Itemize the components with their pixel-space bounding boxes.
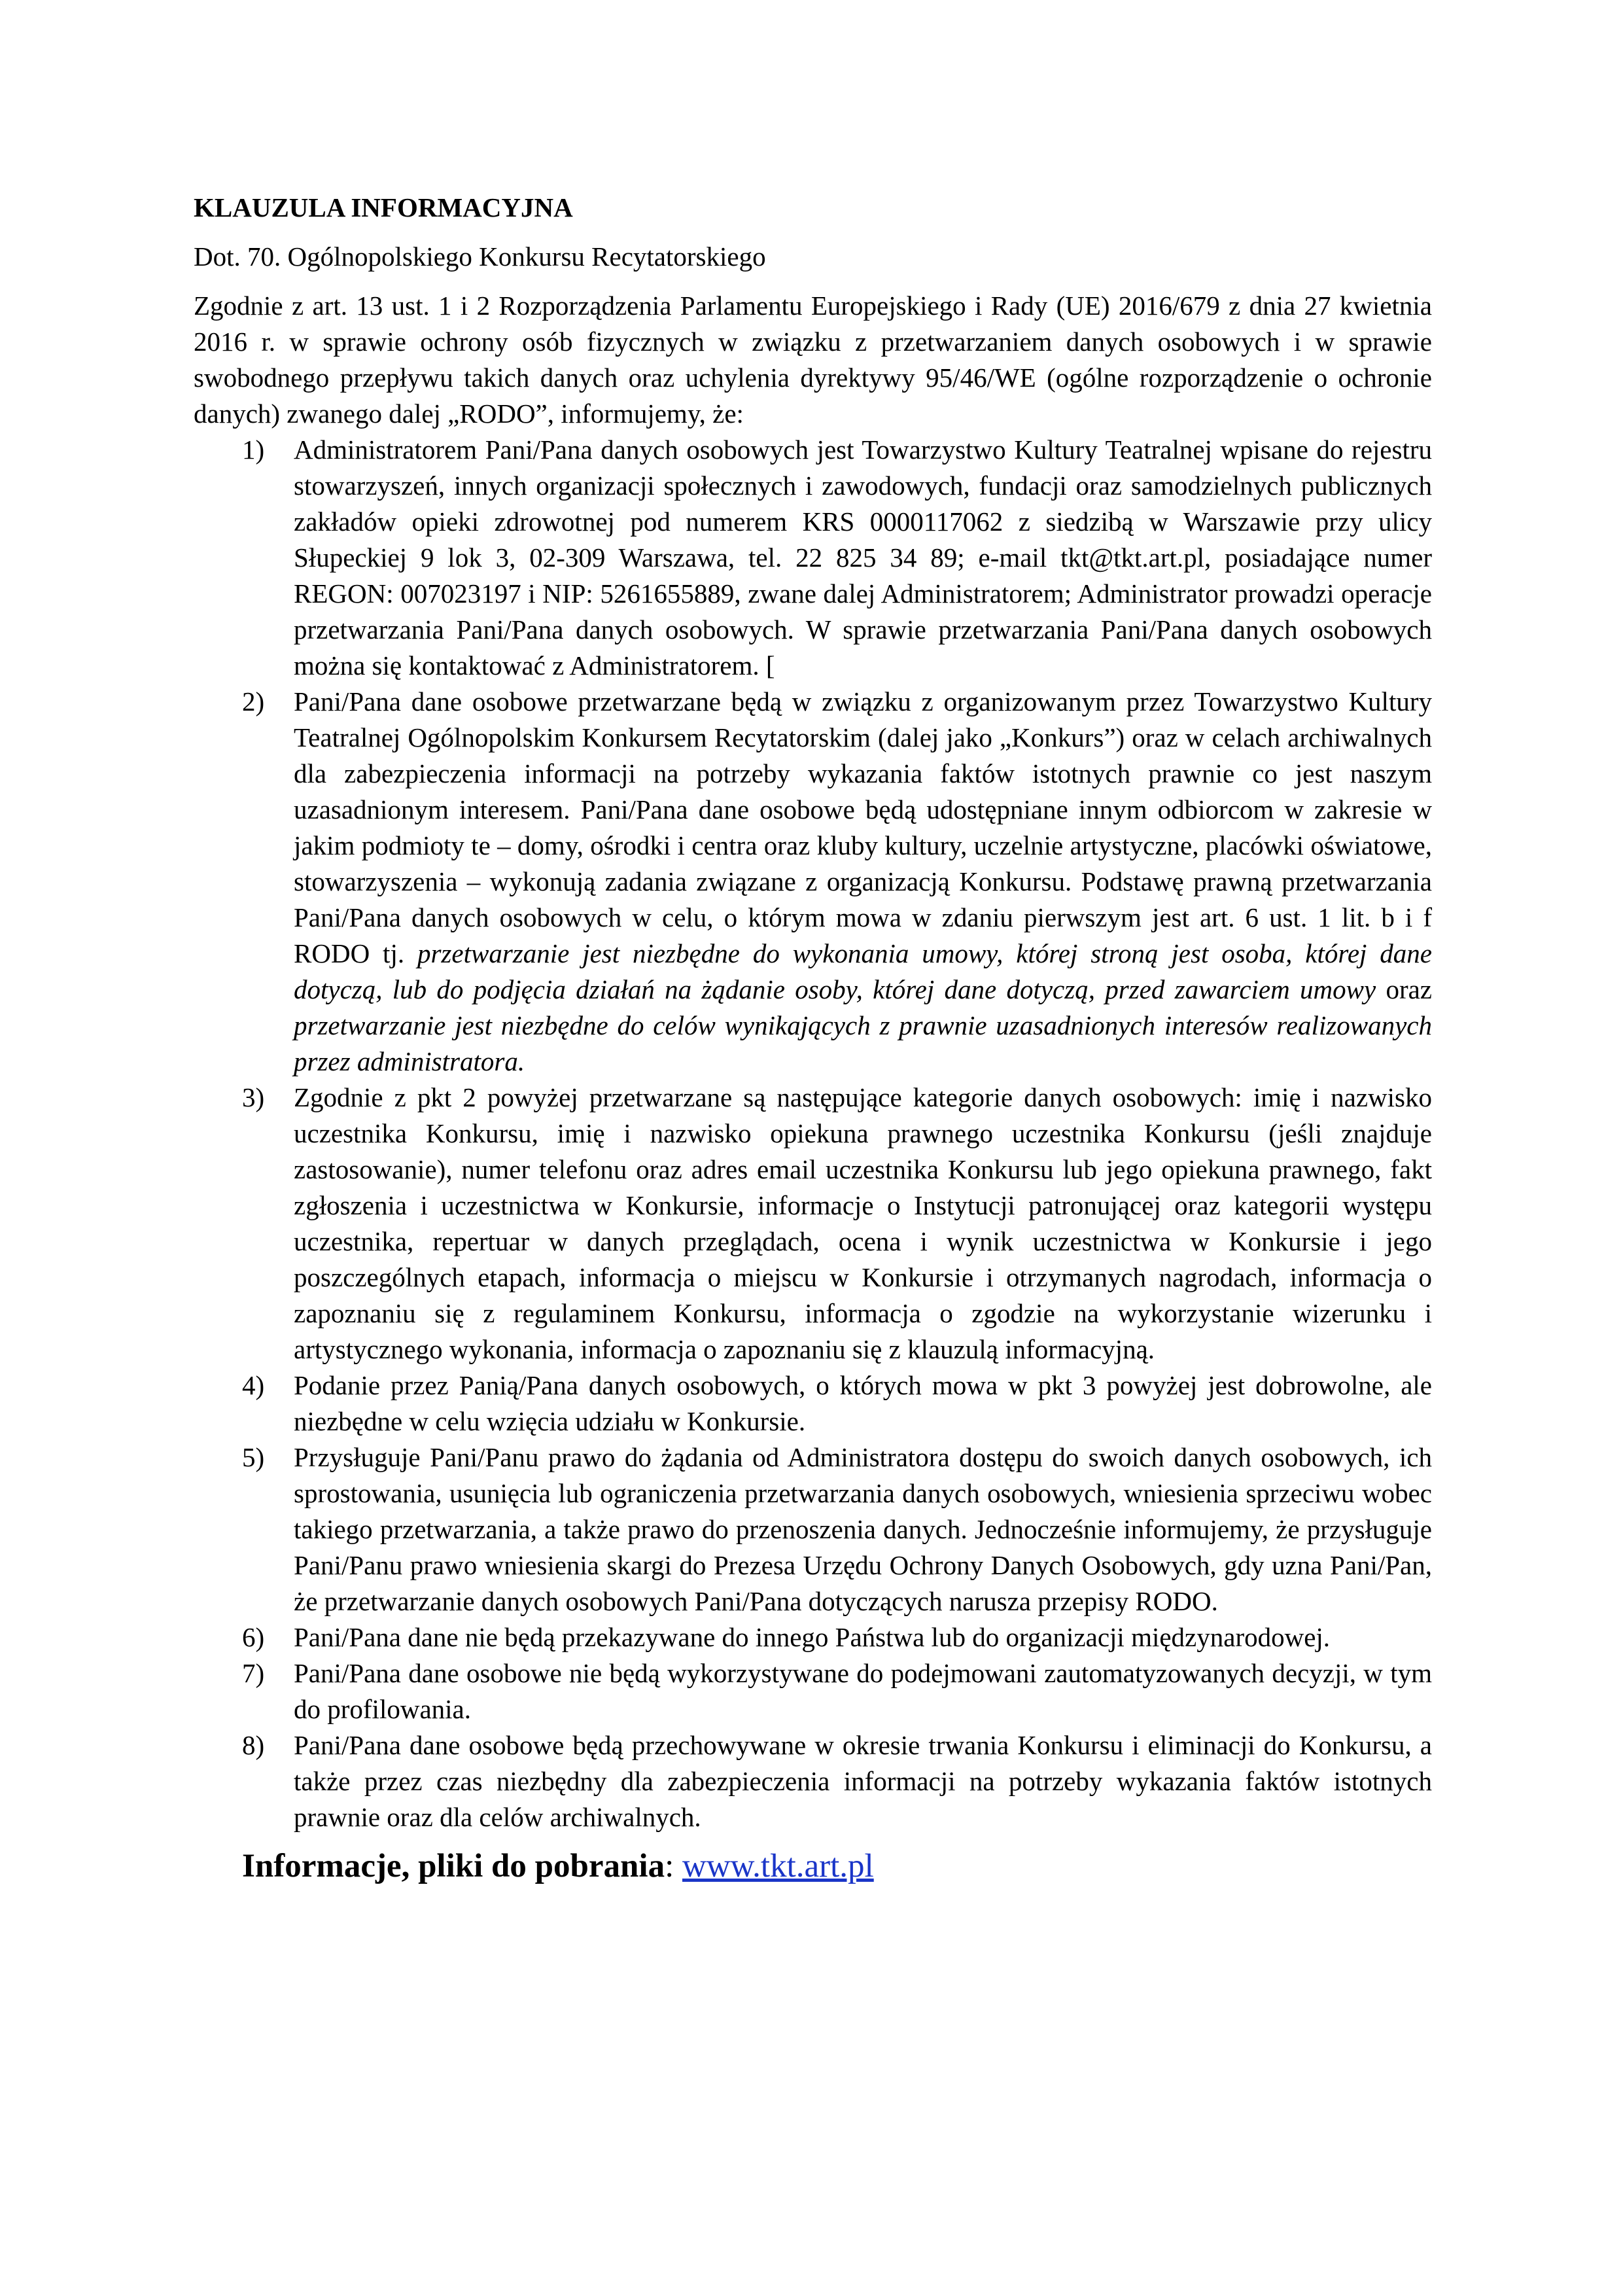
list-item-number: 2) (242, 686, 265, 716)
list-item (194, 432, 1432, 684)
legal-basis-italic: przetwarzanie jest niezbędne do wykonania umowy, której stroną jest osoba, której dane dotyczą, lub do podjęcia działań na żądanie osoby, której dane dotyczą, przed zawarciem umowy (294, 938, 1432, 1004)
legal-basis-italic: przetwarzanie jest niezbędne do celów wynikających z prawnie uzasadnionych interesów realizowanych przez administratora. (294, 1010, 1432, 1076)
list-item-text: Administratorem Pani/Pana danych osobowych jest Towarzystwo Kultury Teatralnej wpisane do rejestru stowarzyszeń, innych organizacji społecznych i zawodowych, fundacji oraz samodzielnych publicznych zakładów opieki zdrowotnej pod numerem KRS 0000117062 z siedzibą w Warszawie przy ulicy Słupeckiej 9 lok 3, 02-309 Warszawa, tel. 22 825 34 89; e-mail tkt@tkt.art.pl, posiadające numer REGON: 007023197 i NIP: 5261655889, zwane dalej Administratorem; Administrator prowadzi operacje przetwarzania Pani/Pana danych osobowych. W sprawie przetwarzania Pani/Pana danych osobowych można się kontaktować z Administratorem. [ (294, 434, 1432, 680)
downloads-footer (242, 1845, 1432, 1888)
list-item (194, 1080, 1432, 1368)
list-item-number: 4) (242, 1370, 265, 1400)
list-item-text: Pani/Pana dane osobowe przetwarzane będą w związku z organizowanym przez Towarzystwo Kultury Teatralnej Ogólnopolskim Konkursem Recytatorskim (dalej jako „Konkurs”) oraz w celach archiwalnych dla zabezpieczenia informacji na potrzeby wykazania faktów istotnych prawnie co jest naszym uzasadnionym interesem. Pani/Pana dane osobowe będą udostępniane innym odbiorcom w zakresie w jakim podmioty te – domy, ośrodki i centra oraz kluby kultury, uczelnie artystyczne, placówki oświatowe, stowarzyszenia – wykonują zadania związane z organizacją Konkursu. Podstawę prawną przetwarzania Pani/Pana danych osobowych w celu, o którym mowa w zdaniu pierwszym jest art. 6 ust. 1 lit. b i f RODO tj. (294, 686, 1432, 968)
list-item (194, 1619, 1432, 1655)
document-subtitle: Dot. 70. Ogólnopolskiego Konkursu Recytatorskiego (194, 241, 766, 272)
list-item-text: Zgodnie z pkt 2 powyżej przetwarzane są następujące kategorie danych osobowych: imię i nazwisko uczestnika Konkursu, imię i nazwisko opiekuna prawnego uczestnika Konkursu (jeśli znajduje zastosowanie), numer telefonu oraz adres email uczestnika Konkursu lub jego opiekuna prawnego, fakt zgłoszenia i uczestnictwa w Konkursie, informacje o Instytucji patronującej oraz kategorii występu uczestnika, repertuar w danych przeglądach, ocena i wynik uczestnictwa w Konkursie i jego poszczególnych etapach, informacja o miejscu w Konkursie i otrzymanych nagrodach, informacja o zapoznaniu się z regulaminem Konkursu, informacja o zgodzie na wykorzystanie wizerunku i artystycznego wykonania, informacja o zapoznaniu się z klauzulą informacyjną. (294, 1082, 1432, 1364)
list-item-text: Przysługuje Pani/Panu prawo do żądania od Administratora dostępu do swoich danych osobowych, ich sprostowania, usunięcia lub ograniczenia przetwarzania danych osobowych, wniesienia sprzeciwu wobec takiego przetwarzania, a także prawo do przenoszenia danych. Jednocześnie informujemy, że przysługuje Pani/Panu prawo wniesienia skargi do Prezesa Urzędu Ochrony Danych Osobowych, gdy uzna Pani/Pan, że przetwarzanie danych osobowych Pani/Pana dotyczących narusza przepisy RODO. (294, 1442, 1432, 1616)
list-item-number: 8) (242, 1730, 265, 1760)
clause-list (194, 432, 1432, 1835)
list-item-number: 6) (242, 1622, 265, 1652)
list-item-number: 3) (242, 1082, 265, 1112)
list-item (194, 1368, 1432, 1439)
intro-paragraph: Zgodnie z art. 13 ust. 1 i 2 Rozporządzenia Parlamentu Europejskiego i Rady (UE) 2016/679 z dnia 27 kwietnia 2016 r. w sprawie ochrony osób fizycznych w związku z przetwarzaniem danych osobowych i w sprawie swobodnego przepływu takich danych oraz uchylenia dyrektywy 95/46/WE (ogólne rozporządzenie o ochronie danych) zwanego dalej „RODO”, informujemy, że: (194, 291, 1432, 429)
document-title: KLAUZULA INFORMACYJNA (194, 192, 573, 222)
document-page (194, 190, 1432, 1888)
downloads-label: Informacje, pliki do pobrania (242, 1848, 665, 1884)
downloads-separator: : (665, 1848, 682, 1884)
list-item-text: Pani/Pana dane osobowe nie będą wykorzystywane do podejmowani zautomatyzowanych decyzji, w tym do profilowania. (294, 1658, 1432, 1724)
list-item-number: 5) (242, 1442, 265, 1472)
list-item (194, 1439, 1432, 1619)
list-item (194, 1655, 1432, 1727)
list-item-text: Pani/Pana dane nie będą przekazywane do innego Państwa lub do organizacji międzynarodowej. (294, 1622, 1331, 1652)
list-item-number: 7) (242, 1658, 265, 1688)
website-link[interactable]: www.tkt.art.pl (682, 1848, 874, 1884)
list-item-number: 1) (242, 434, 265, 465)
list-item (194, 1727, 1432, 1835)
list-item (194, 684, 1432, 1080)
list-item-text-connector: oraz (1376, 974, 1432, 1004)
list-item-text: Pani/Pana dane osobowe będą przechowywane w okresie trwania Konkursu i eliminacji do Konkursu, a także przez czas niezbędny dla zabezpieczenia informacji na potrzeby wykazania faktów istotnych prawnie oraz dla celów archiwalnych. (294, 1730, 1432, 1832)
list-item-text: Podanie przez Panią/Pana danych osobowych, o których mowa w pkt 3 powyżej jest dobrowolne, ale niezbędne w celu wzięcia udziału w Konkursie. (294, 1370, 1432, 1436)
